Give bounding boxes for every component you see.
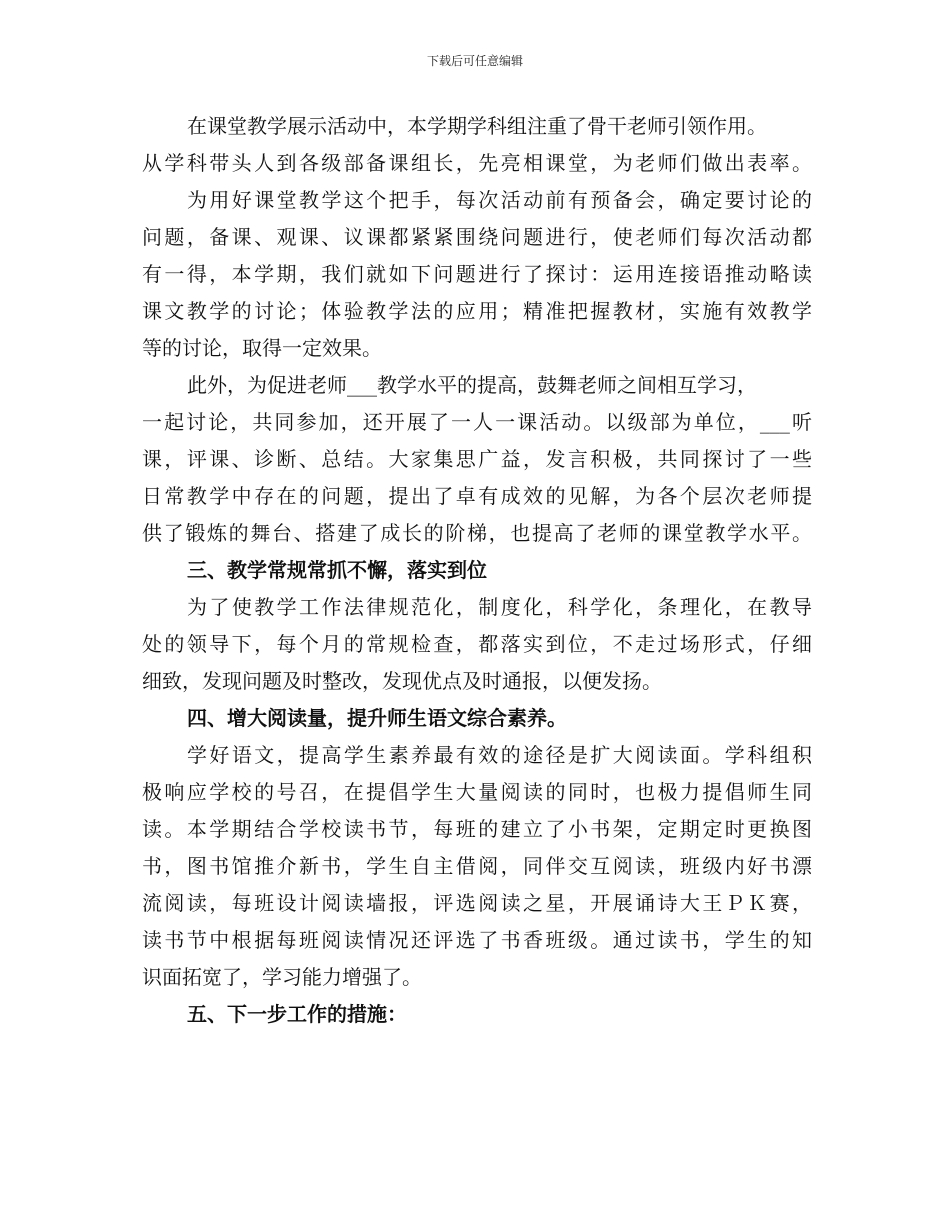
paragraph-line: 日常教学中存在的问题，提出了卓有成效的见解，为各个层次老师提 (142, 484, 812, 508)
section-heading: 三、教学常规常抓不懈，落实到位 (187, 558, 487, 582)
paragraph-line: 供了锻炼的舞台、搭建了成长的阶梯，也提高了老师的课堂教学水平。 (142, 521, 812, 545)
paragraph-line: 课文教学的讨论；体验教学法的应用；精准把握教材，实施有效教学 (142, 299, 812, 323)
paragraph-line: 从学科带头人到各级部备课组长，先亮相课堂，为老师们做出表率。 (142, 151, 812, 175)
paragraph-line: 课，评课、诊断、总结。大家集思广益，发言积极，共同探讨了一些 (142, 447, 812, 471)
paragraph-line: 此外，为促进老师___教学水平的提高，鼓舞老师之间相互学习， (187, 373, 757, 397)
document-body (142, 108, 812, 1033)
paragraph-line: 细致，发现问题及时整改，发现优点及时通报，以便发扬。 (142, 669, 662, 693)
section-heading: 五、下一步工作的措施： (187, 1002, 407, 1026)
page-header-note: 下载后可任意编辑 (426, 54, 523, 68)
paragraph-line: 学好语文，提高学生素养最有效的途径是扩大阅读面。学科组积 (187, 743, 812, 767)
paragraph-line: 流阅读，每班设计阅读墙报，评选阅读之星，开展诵诗大王ＰＫ赛， (142, 891, 812, 915)
paragraph-line: 处的领导下，每个月的常规检查，都落实到位，不走过场形式，仔细 (142, 632, 812, 656)
paragraph-line: 问题，备课、观课、议课都紧紧围绕问题进行，使老师们每次活动都 (142, 225, 812, 249)
paragraph-line: 识面拓宽了，学习能力增强了。 (142, 965, 422, 989)
paragraph-line: 读。本学期结合学校读书节，每班的建立了小书架，定期定时更换图 (142, 817, 812, 841)
paragraph-line: 极响应学校的号召，在提倡学生大量阅读的同时，也极力提倡师生同 (142, 780, 812, 804)
paragraph-line: 等的讨论，取得一定效果。 (142, 336, 382, 360)
paragraph-line: 为用好课堂教学这个把手，每次活动前有预备会，确定要讨论的 (187, 188, 812, 212)
paragraph-line: 书，图书馆推介新书，学生自主借阅，同伴交互阅读，班级内好书漂 (142, 854, 812, 878)
paragraph-line: 有一得，本学期，我们就如下问题进行了探讨：运用连接语推动略读 (142, 262, 812, 286)
paragraph-line: 读书节中根据每班阅读情况还评选了书香班级。通过读书，学生的知 (142, 928, 812, 952)
section-heading: 四、增大阅读量，提升师生语文综合素养。 (187, 706, 567, 730)
paragraph-line: 为了使教学工作法律规范化，制度化，科学化，条理化，在教导 (187, 595, 812, 619)
paragraph-line: 一起讨论，共同参加，还开展了一人一课活动。以级部为单位，___听 (142, 410, 812, 434)
paragraph-line: 在课堂教学展示活动中，本学期学科组注重了骨干老师引领作用。 (187, 114, 767, 138)
